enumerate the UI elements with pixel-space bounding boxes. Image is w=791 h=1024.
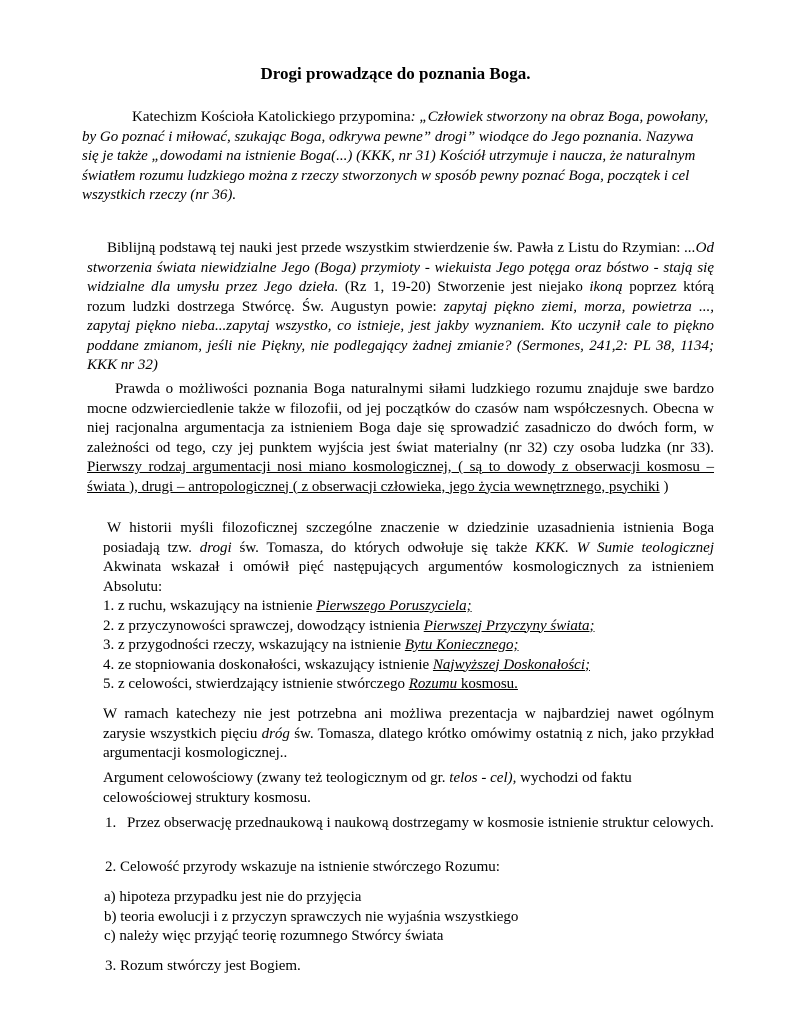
drogi-term: drogi <box>199 539 232 556</box>
catechesis-paragraph <box>103 705 714 764</box>
icon-term: ikoną <box>589 279 623 295</box>
aquinas-intro <box>103 519 714 597</box>
argument-text: 4. ze stopniowania doskonałości, wskazujący istnienie <box>103 656 433 673</box>
point-text: Przez obserwację przednaukową i naukową dostrzegamy w kosmosie istnienie struktur celowych. <box>127 815 714 831</box>
argument-term: Rozumu <box>408 676 458 692</box>
teleological-paragraph <box>103 769 714 808</box>
sub-point: b) teoria ewolucji i z przyczyn sprawczych nie wyjaśnia wszystkiego <box>104 908 519 925</box>
intro-colon: : <box>410 109 416 125</box>
p2-text-c: ) <box>659 478 669 495</box>
telos-term: telos - cel), <box>449 770 517 786</box>
sub-point: a) hipoteza przypadku jest nie do przyjęcia <box>104 889 362 905</box>
argument-text: 3. z przygodności rzeczy, wskazujący na istnienie <box>103 637 405 653</box>
intro-lead: Katechizm Kościoła Katolickiego przypomina <box>132 109 411 125</box>
list-item <box>103 617 714 637</box>
p3-text-c: św. Tomasza, do których odwołuje się także <box>231 539 536 556</box>
p3-text-a: W historii myśli filozoficznej szczególne znaczenie w dziedzinie uzasadnienia istnienia Boga posiadają tzw. <box>103 520 714 556</box>
intro-paragraph <box>82 108 712 206</box>
argument-term: Najwyższej Doskonałości; <box>432 656 590 673</box>
p4-text-c: św. Tomasza, dlatego krótko omówimy ostatnią z nich, jako przykład argumentacji kosmologicznej.. <box>103 725 714 761</box>
augustine-quote: zapytaj piękno ziemi, morza, powietrza ..., zapytaj piękno nieba...zapytaj wszystko, co istnieje, jest jakby wyznaniem. Kto uczynił cale to piękno poddane zmianom, jeśli nie Piękny, nie podlegający żadnej zmianie? (Sermones, 241,2: PL 38, 1134; KKK nr 32) <box>87 298 714 373</box>
numbered-point-2: 2. Celowość przyrody wskazuje na istnienie stwórczego Rozumu: <box>105 859 500 875</box>
romans-quote: ...Od stworzenia świata niewidzialne Jego (Boga) przymioty - wiekuista Jego potęga oraz bóstwo - stają się widzialne dla umysłu przez Jego dzieła. <box>87 240 714 295</box>
argument-text: 5. z celowości, stwierdzający istnienie stwórczego <box>103 676 409 692</box>
argument-tail: kosmosu. <box>457 676 518 692</box>
philosophy-paragraph <box>87 380 714 497</box>
argument-types-underlined: Pierwszy rodzaj argumentacji nosi miano kosmologicznej, ( są to dowody z obserwacji kosmosu – świata ), drugi – antropologicznej ( z obserwacji człowieka, jego życia wewnętrznego, psychiki <box>87 459 714 495</box>
summa-reference: KKK. W Sumie teologicznej <box>535 539 714 556</box>
sub-points <box>104 888 714 947</box>
list-item <box>103 675 714 695</box>
point-number: 1. <box>105 815 117 831</box>
argument-text: 1. z ruchu, wskazujący na istnienie <box>103 598 317 614</box>
numbered-point-1 <box>105 814 714 834</box>
biblical-basis-paragraph <box>87 239 714 376</box>
argument-text: 2. z przyczynowości sprawczej, dowodzący istnienia <box>103 617 424 634</box>
drog-term: dróg <box>261 725 290 742</box>
page-title: Drogi prowadzące do poznania Boga. <box>260 64 531 83</box>
argument-term: Bytu Koniecznego; <box>404 637 519 653</box>
list-item <box>103 636 714 656</box>
numbered-point-3: 3. Rozum stwórczy jest Bogiem. <box>105 958 301 974</box>
sub-point: c) należy więc przyjąć teorię rozumnego Stwórcy świata <box>104 928 444 944</box>
argument-term: Pierwszej Przyczyny świata; <box>423 617 595 634</box>
argument-term: Pierwszego Poruszyciela; <box>316 598 472 614</box>
p3-text-e: Akwinata wskazał i omówił pięć następujących argumentów kosmologicznych za istnieniem Absolutu: <box>103 559 714 595</box>
list-item <box>103 597 714 617</box>
p5-text-a: Argument celowościowy (zwany też teologicznym od gr. <box>103 770 450 786</box>
five-ways-list <box>103 597 714 695</box>
p1-text-e: poprzez którą rozum ludzki dostrzega Stwórcę. Św. Augustyn powie: <box>87 279 715 315</box>
p1-text-a: Biblijną podstawą tej nauki jest przede wszystkim stwierdzenie św. Pawła z Listu do Rzymian: <box>107 240 685 256</box>
p2-text-a: Prawda o możliwości poznania Boga naturalnymi siłami ludzkiego rozumu znajduje swe bardzo mocne odzwierciedlenie także w filozofii, od jej początków do czasów nam współczesnych. Obecna w niej racjonalna argumentacja za istnieniem Boga daje się sprowadzić zasadniczo do dwóch form, w zależności od tego, czy jej punktem wyjścia jest świat materialny (nr 32) czy osoba ludzka (nr 33). <box>87 381 714 456</box>
aquinas-paragraph <box>103 519 714 695</box>
p1-text-c: (Rz 1, 19-20) Stworzenie jest niejako <box>338 279 590 295</box>
p4-text-a: W ramach katechezy nie jest potrzebna ani możliwa prezentacja w najbardziej nawet ogólnym zarysie wszystkich pięciu <box>103 706 714 742</box>
p5-text-c: wychodzi od faktu celowościowej struktury kosmosu. <box>103 770 632 806</box>
intro-quote: „Człowiek stworzony na obraz Boga, powołany, by Go poznać i miłować, szukając Boga, odkrywa pewne” drogi” wiodące do Jego poznania. Nazywa się je także „dowodami na istnienie Boga(...) (KKK, nr 31) Kościół utrzymuje i naucza, że naturalnym światłem rozumu ludzkiego można z rzeczy stworzonych w sposób pewny poznać Boga, początek i cel wszystkich rzeczy (nr 36). <box>82 109 709 203</box>
list-item <box>103 656 714 676</box>
